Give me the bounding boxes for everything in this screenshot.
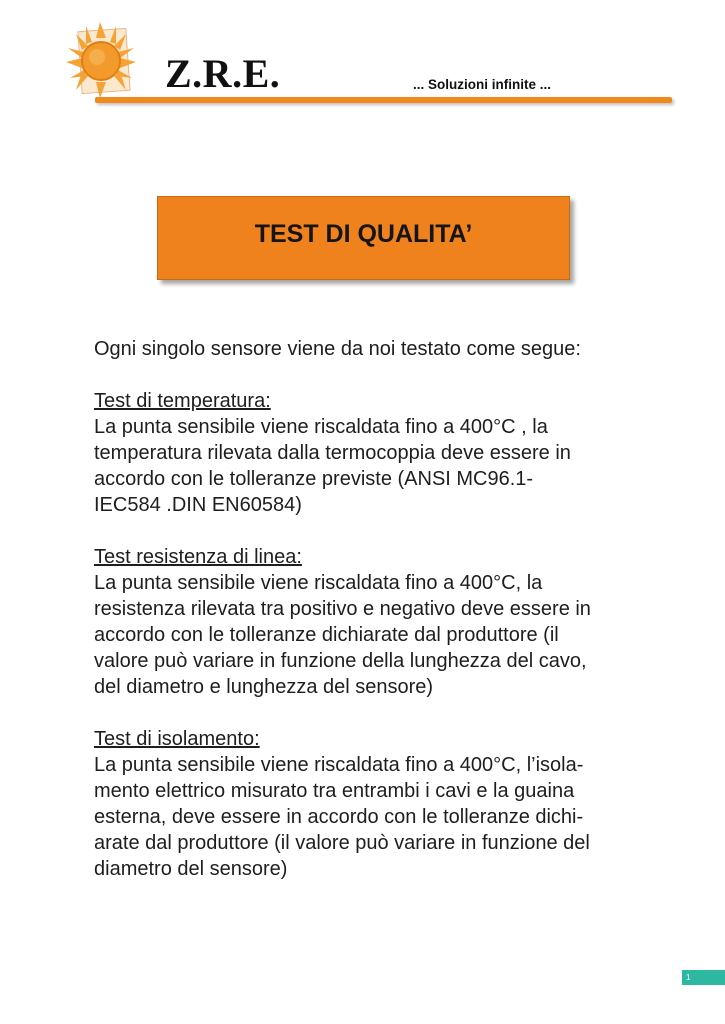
sun-logo-icon <box>66 22 138 98</box>
section-line: mento elettrico misurato tra entrambi i cavi e la guaina <box>94 780 575 802</box>
section-line: La punta sensibile viene riscaldata fino a 400°C, l’isola- <box>94 754 584 776</box>
tagline: ... Soluzioni infinite ... <box>413 77 551 92</box>
section-line: accordo con le tolleranze previste (ANSI MC96.1- <box>94 468 534 490</box>
section-temperature <box>94 388 654 518</box>
body-text <box>94 336 654 908</box>
section-line: valore può variare in funzione della lunghezza del cavo, <box>94 650 587 672</box>
section-heading: Test di isolamento: <box>94 728 260 750</box>
intro-paragraph: Ogni singolo sensore viene da noi testato come segue: <box>94 338 581 360</box>
section-line: esterna, deve essere in accordo con le tolleranze dichi- <box>94 806 584 828</box>
section-line: arate dal produttore (il valore può variare in funzione del <box>94 832 590 854</box>
brand-name: Z.R.E. <box>165 51 281 96</box>
section-line-resistance <box>94 544 654 700</box>
section-line: resistenza rilevata tra positivo e negativo deve essere in <box>94 598 591 620</box>
header-divider <box>95 97 672 103</box>
title-banner <box>157 196 570 280</box>
page-title: TEST DI QUALITA’ <box>254 219 473 248</box>
section-line: La punta sensibile viene riscaldata fino a 400°C, la <box>94 572 543 594</box>
section-heading: Test di temperatura: <box>94 390 271 412</box>
section-line: del diametro e lunghezza del sensore) <box>94 676 434 698</box>
section-line: La punta sensibile viene riscaldata fino a 400°C , la <box>94 416 548 438</box>
section-heading: Test resistenza di linea: <box>94 546 302 568</box>
page-number: 1 <box>682 970 725 985</box>
section-line: temperatura rilevata dalla termocoppia deve essere in <box>94 442 571 464</box>
section-line: IEC584 .DIN EN60584) <box>94 494 302 516</box>
section-insulation <box>94 726 654 882</box>
section-line: diametro del sensore) <box>94 858 288 880</box>
section-line: accordo con le tolleranze dichiarate dal produttore (il <box>94 624 559 646</box>
